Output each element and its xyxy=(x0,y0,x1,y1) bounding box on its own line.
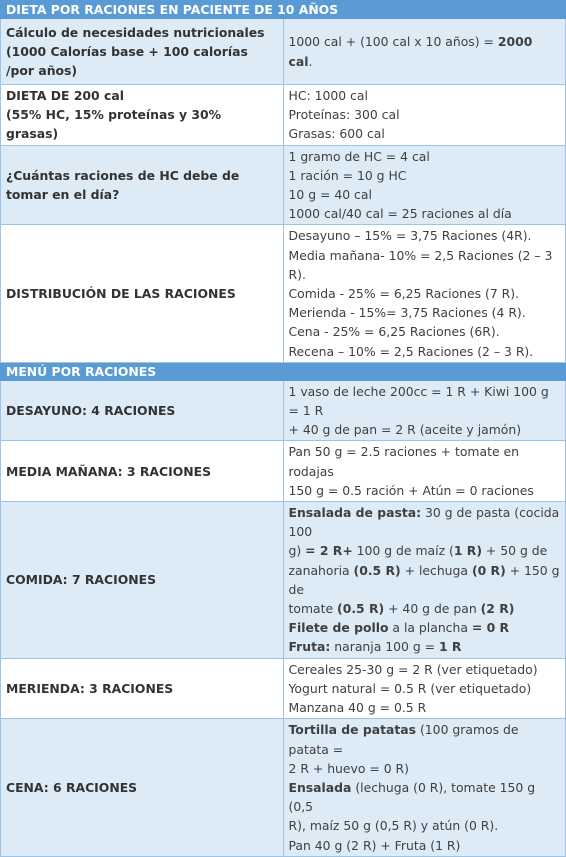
text-segment: Yogurt natural = 0.5 R (ver etiquetado) xyxy=(288,680,532,696)
row-value-line xyxy=(289,481,561,500)
table-row xyxy=(1,502,566,659)
row-label xyxy=(1,145,284,225)
row-label xyxy=(1,441,284,502)
text-segment: 30 g de pasta (cocida 100 xyxy=(288,505,560,540)
text-segment: + 40 g de pan xyxy=(384,601,481,617)
row-value xyxy=(283,441,566,502)
bold-text: 2000 cal xyxy=(288,34,533,69)
text-segment: (100 gramos de patata = xyxy=(288,722,519,757)
text-segment: Media mañana- 10% = 2,5 Raciones (2 – 3 R). xyxy=(288,247,553,282)
bold-text: Ensalada de pasta: xyxy=(288,505,422,521)
row-value-line xyxy=(289,303,561,322)
row-value-line xyxy=(289,442,561,480)
row-label xyxy=(1,502,284,659)
text-segment: + 50 g de xyxy=(481,543,548,559)
table-row xyxy=(1,441,566,502)
text-segment: Cena - 25% = 6,25 Raciones (6R). xyxy=(288,324,500,340)
text-segment: 150 g = 0.5 ración + Atún = 0 raciones xyxy=(288,482,534,498)
row-value-line xyxy=(289,246,561,284)
text-segment: . xyxy=(308,53,313,69)
row-label-line: DIETA DE 200 cal xyxy=(6,88,124,103)
row-value-line xyxy=(289,322,561,341)
row-label-line: MEDIA MAÑANA: 3 RACIONES xyxy=(6,463,211,479)
row-label-line: (1000 Calorías base + 100 calorías xyxy=(6,43,248,59)
table-row xyxy=(1,225,566,362)
text-segment: Grasas: 600 cal xyxy=(288,126,385,142)
text-segment: zanahoria xyxy=(288,562,354,578)
row-label-line: DISTRIBUCIÓN DE LAS RACIONES xyxy=(6,286,236,302)
row-value-line xyxy=(289,599,561,618)
table-row xyxy=(1,658,566,719)
row-label xyxy=(1,658,284,719)
text-segment: 1000 cal + (100 cal x 10 años) = xyxy=(288,34,498,50)
row-value xyxy=(283,19,566,85)
row-value-line xyxy=(289,147,561,166)
text-segment: 10 g = 40 cal xyxy=(288,187,372,203)
table-row xyxy=(1,85,566,146)
text-segment: Manzana 40 g = 0.5 R xyxy=(288,700,427,716)
row-value-line xyxy=(289,561,561,599)
row-value-line xyxy=(289,382,561,420)
row-value-line xyxy=(289,503,561,541)
text-segment: 1 ración = 10 g HC xyxy=(288,167,407,183)
row-value xyxy=(283,145,566,225)
text-segment: 1 gramo de HC = 4 cal xyxy=(288,148,430,164)
bold-text: (0 R) xyxy=(471,562,506,578)
row-value-line xyxy=(289,105,561,124)
row-label xyxy=(1,380,284,441)
bold-text: Fruta: xyxy=(288,639,331,655)
bold-text: (0.5 R) xyxy=(353,562,401,578)
row-value-line xyxy=(289,342,561,361)
row-label-line: (55% HC, 15% proteínas y 30% xyxy=(6,107,222,123)
row-value-line xyxy=(289,778,561,816)
table-row xyxy=(1,380,566,441)
bold-text: Filete de pollo xyxy=(288,620,389,636)
row-value-line xyxy=(289,759,561,778)
text-segment: naranja 100 g = xyxy=(330,639,439,655)
section-title: MENÚ POR RACIONES xyxy=(1,362,566,380)
text-segment: + 150 g de xyxy=(288,562,560,597)
text-segment: + 40 g de pan = 2 R (aceite y jamón) xyxy=(288,422,522,438)
bold-text: 1 R xyxy=(438,639,462,655)
table-row xyxy=(1,719,566,856)
row-label-line: grasas) xyxy=(6,126,59,142)
row-value xyxy=(283,85,566,146)
bold-text: Ensalada xyxy=(288,779,352,795)
text-segment: 2 R + huevo = 0 R) xyxy=(288,760,409,776)
bold-text: = 0 R xyxy=(471,620,510,636)
section-title-row xyxy=(1,362,566,380)
row-label-line: tomar en el día? xyxy=(6,187,120,203)
row-label xyxy=(1,19,284,85)
row-value-line xyxy=(289,660,561,679)
row-value xyxy=(283,380,566,441)
row-label-line: /por años) xyxy=(6,63,78,79)
text-segment: 1000 cal/40 cal = 25 raciones al día xyxy=(288,206,512,222)
row-label-line: Cálculo de necesidades nutricionales xyxy=(6,24,265,40)
row-value-line xyxy=(289,836,561,855)
row-value-line xyxy=(289,720,561,758)
text-segment: Pan 40 g (2 R) + Fruta (1 R) xyxy=(288,837,461,853)
text-segment: g) xyxy=(288,543,306,559)
text-segment: Cereales 25-30 g = 2 R (ver etiquetado) xyxy=(288,661,538,677)
row-value-line xyxy=(289,166,561,185)
bold-text: 1 R) xyxy=(453,543,482,559)
row-label xyxy=(1,719,284,856)
text-segment: Desayuno – 15% = 3,75 Raciones (4R). xyxy=(288,228,532,244)
row-label-line: ¿Cuántas raciones de HC debe de xyxy=(6,167,240,183)
row-value-line xyxy=(289,618,561,637)
text-segment: (lechuga (0 R), tomate 150 g (0,5 xyxy=(288,779,536,815)
row-value-line xyxy=(289,816,561,835)
row-value xyxy=(283,719,566,856)
bold-text: (0.5 R) xyxy=(337,601,385,617)
text-segment: Comida - 25% = 6,25 Raciones (7 R). xyxy=(288,286,520,302)
text-segment: 1 vaso de leche 200cc = 1 R + Kiwi 100 g = 1 R xyxy=(288,383,549,419)
text-segment: Pan 50 g = 2.5 raciones + tomate en rodajas xyxy=(288,444,519,479)
row-value-line xyxy=(289,124,561,143)
row-value-line xyxy=(289,204,561,223)
row-value-line xyxy=(289,679,561,698)
row-label-line: MERIENDA: 3 RACIONES xyxy=(6,680,174,696)
text-segment: R), maíz 50 g (0,5 R) y atún (0 R). xyxy=(288,818,499,834)
row-value xyxy=(283,658,566,719)
row-label-line: DESAYUNO: 4 RACIONES xyxy=(6,403,176,419)
bold-text: (2 R) xyxy=(480,601,515,617)
text-segment: + lechuga xyxy=(400,562,472,578)
row-label-line: COMIDA: 7 RACIONES xyxy=(6,572,157,588)
row-value-line xyxy=(289,185,561,204)
row-value xyxy=(283,502,566,659)
row-label-line: CENA: 6 RACIONES xyxy=(6,779,138,795)
row-label xyxy=(1,85,284,146)
text-segment: a la plancha xyxy=(388,620,472,636)
bold-text: Tortilla de patatas xyxy=(288,722,417,738)
row-value-line xyxy=(289,226,561,245)
row-value-line xyxy=(289,541,561,560)
text-segment: 100 g de maíz ( xyxy=(352,543,454,559)
row-value-line xyxy=(289,698,561,717)
text-segment: Proteínas: 300 cal xyxy=(288,107,400,123)
row-value-line xyxy=(289,32,561,70)
table-row xyxy=(1,145,566,225)
text-segment: HC: 1000 cal xyxy=(288,88,368,103)
table-row xyxy=(1,19,566,85)
row-value-line xyxy=(289,420,561,439)
row-value-line xyxy=(289,284,561,303)
row-value-line xyxy=(289,86,561,105)
text-segment: Merienda - 15%= 3,75 Raciones (4 R). xyxy=(288,305,526,321)
text-segment: Recena – 10% = 2,5 Raciones (2 – 3 R). xyxy=(288,343,534,359)
row-value-line xyxy=(289,637,561,656)
table-title: DIETA POR RACIONES EN PACIENTE DE 10 AÑOS xyxy=(1,1,566,19)
text-segment: tomate xyxy=(288,601,338,617)
bold-text: = 2 R+ xyxy=(305,543,353,559)
row-label xyxy=(1,225,284,362)
table-title-row xyxy=(1,1,566,19)
row-value xyxy=(283,225,566,362)
